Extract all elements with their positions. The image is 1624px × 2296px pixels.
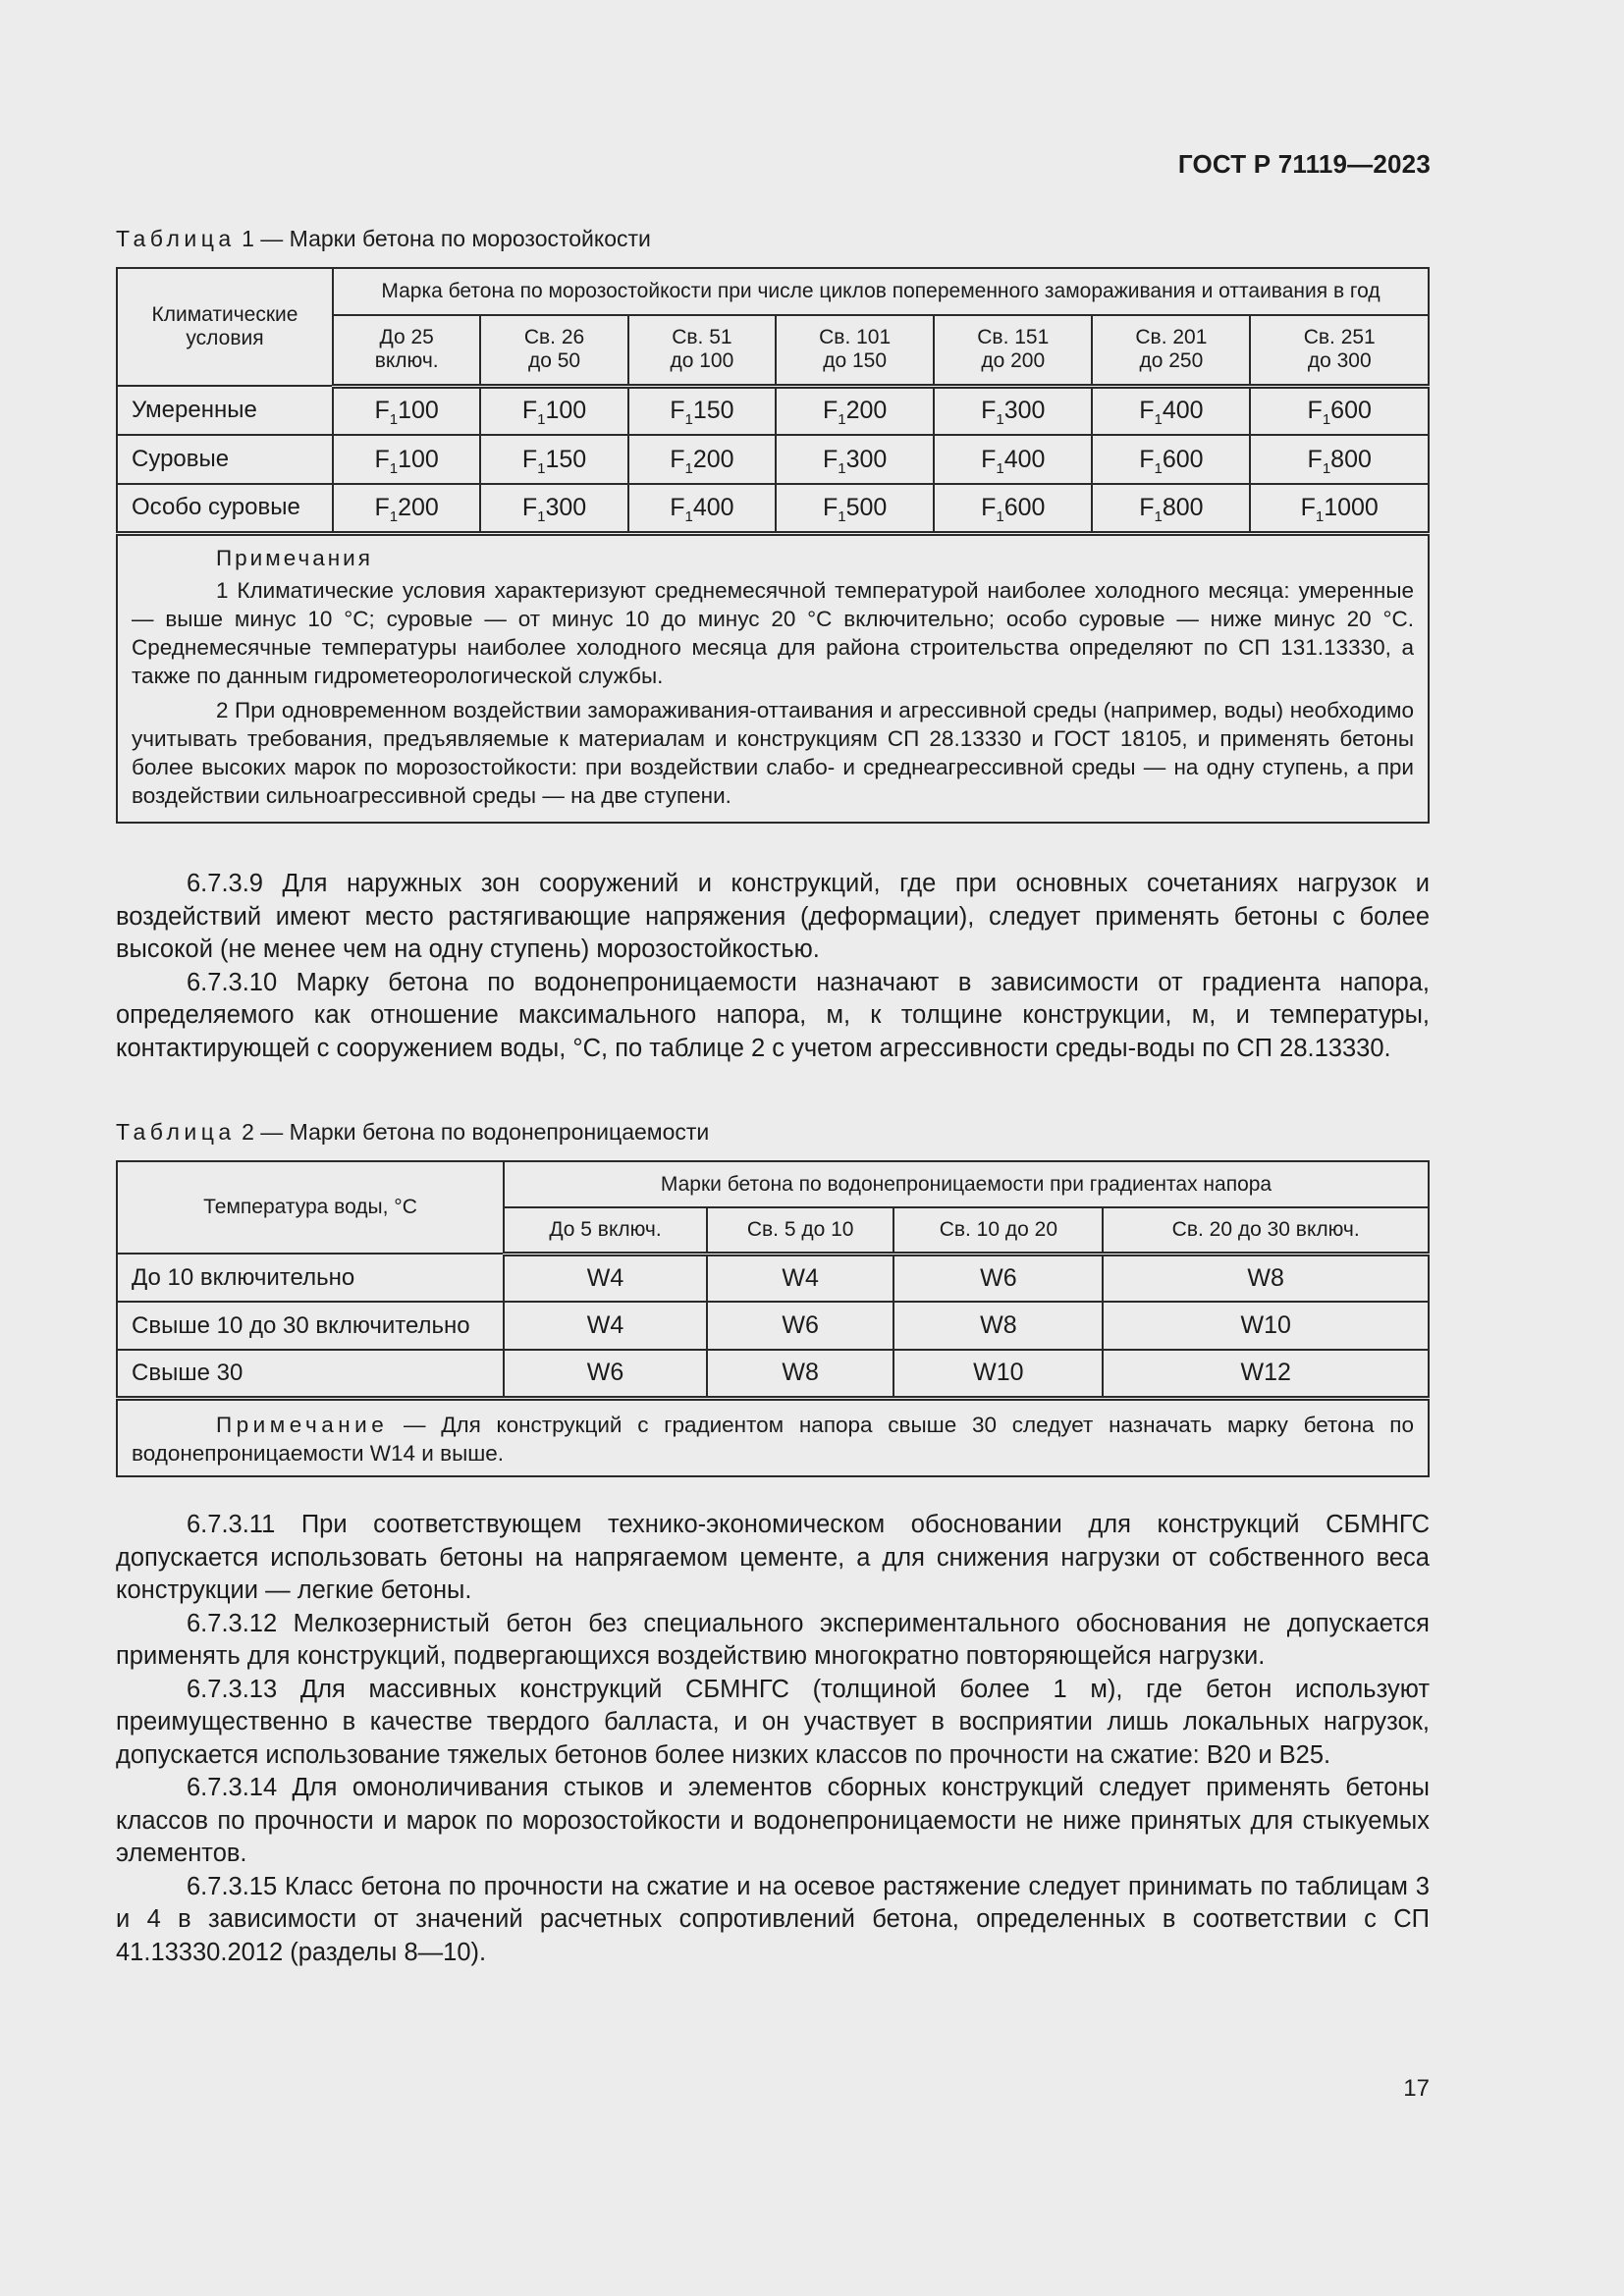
table1-col-header [776,315,934,386]
table2-note-paragraph [132,1411,1414,1468]
table1-cell [333,484,480,533]
mark-subscript: 1 [389,411,399,429]
table1-cell [776,435,934,484]
table2-cell: W4 [504,1254,707,1302]
table1-row-label: Особо суровые [117,484,333,533]
table1-cell [934,435,1092,484]
table2-group-header: Марки бетона по водонепроницаемости при градиентах напора [504,1161,1429,1207]
mark-letter: F [670,445,685,473]
mark-letter: F [521,493,538,521]
mark-letter: F [981,493,997,521]
frost-resistance-table [116,267,1430,824]
mark-letter: F [1307,397,1323,425]
col-header-line2: до 200 [981,349,1046,373]
table1-col-header [628,315,776,386]
mark-letter: F [374,397,390,425]
table1-row-label: Умеренные [117,386,333,435]
table1-row [117,435,1429,484]
mark-letter: F [374,493,390,521]
mark-value: 500 [845,493,888,521]
paragraph-6-7-3-13: 6.7.3.13 Для массивных конструкций СБМНГС (толщиной более 1 м), где бетон используют преимущественно в качестве твердого балласта, и он участвует в восприятии лишь локальных нагрузок, допускается использование тяжелых бетонов более низких классов по прочности на сжатие: В20 и В25. [116,1675,1430,1769]
table1-cell [1092,484,1250,533]
table1-cell [934,386,1092,435]
table1-cell [1250,484,1429,533]
col-header-line2: включ. [374,349,439,373]
table1-col-header [1250,315,1429,386]
table2-caption-text: 2 — Марки бетона по водонепроницаемости [235,1119,710,1145]
table2-caption [116,1119,709,1146]
mark-value: 600 [1162,445,1204,473]
mark-value: 150 [692,397,734,425]
table2-row-label: До 10 включительно [117,1254,504,1302]
mark-value: 200 [692,445,734,473]
table2-cell: W10 [893,1350,1103,1398]
table1-col-header [333,315,480,386]
table1-cell [333,435,480,484]
mark-letter: F [670,397,685,425]
mark-letter: F [1307,445,1323,473]
mark-subscript: 1 [389,459,399,477]
note-1: 1 Климатические условия характеризуют среднемесячной температурой наиболее холодного месяца: умеренные — выше минус 10 °С; суровые — от минус 10 до минус 20 °С включительно; особо суровые — ниже минус 20 °С. Среднемесячные температуры наиболее холодного месяца для района строительства определяют по СП 131.13330, а также по данным гидрометеорологической службы. [132,577,1414,688]
table1-cell [480,435,627,484]
notes-title: Примечания [216,545,373,570]
mark-subscript: 1 [537,411,546,429]
table2-col-header: Св. 5 до 10 [707,1207,893,1254]
table2-col-header: До 5 включ. [504,1207,707,1254]
table2-cell: W8 [707,1350,893,1398]
table2-note [117,1398,1429,1476]
water-resistance-table [116,1160,1430,1477]
col-header-line1: Св. 151 [977,326,1050,349]
table1-cell [1092,386,1250,435]
mark-subscript: 1 [1315,507,1325,525]
table2-row-label: Свыше 30 [117,1350,504,1398]
mark-value: 400 [692,493,734,521]
mark-value: 300 [1003,397,1046,425]
mark-value: 600 [1003,493,1046,521]
mark-letter: F [1139,493,1155,521]
table2-cell: W6 [707,1302,893,1350]
mark-value: 600 [1330,397,1372,425]
mark-letter: F [981,445,997,473]
table1-row-label: Суровые [117,435,333,484]
table1-col-header [934,315,1092,386]
table1-cell [333,386,480,435]
mark-letter: F [670,493,685,521]
table2-cell: W4 [707,1254,893,1302]
table1-cell [628,386,776,435]
table2-cell: W6 [504,1350,707,1398]
mark-letter: F [1139,397,1155,425]
table1-col-header [480,315,627,386]
col-header-line1: Св. 201 [1135,326,1208,349]
page-number: 17 [1403,2075,1430,2102]
table2-caption-label: Таблица [116,1119,236,1145]
table2-col-header: Св. 20 до 30 включ. [1103,1207,1429,1254]
paragraph-6-7-3-15: 6.7.3.15 Класс бетона по прочности на сжатие и на осевое растяжение следует принимать по таблицам 3 и 4 в зависимости от значений расчетных сопротивлений бетона, определенных в соответствии с СП 41.13330.2012 (разделы 8—10). [116,1872,1430,1966]
mark-value: 400 [1003,445,1046,473]
table1-row [117,386,1429,435]
mark-subscript: 1 [684,411,693,429]
table1-caption-text: 1 — Марки бетона по морозостойкости [235,226,651,251]
mark-letter: F [822,493,839,521]
table1-cell [776,484,934,533]
mark-value: 800 [1162,493,1204,521]
paragraph-6-7-3-12: 6.7.3.12 Мелкозернистый бетон без специального экспериментального обоснования не допускается применять для конструкций, подвергающихся воздействию многократно повторяющейся нагрузки. [116,1609,1430,1670]
mark-value: 400 [1162,397,1204,425]
mark-subscript: 1 [838,411,846,429]
table2-cell: W12 [1103,1350,1429,1398]
mark-subscript: 1 [838,459,846,477]
table1-cell [480,484,627,533]
mark-value: 100 [398,397,439,425]
mark-value: 100 [398,445,439,473]
table1-cell [1092,435,1250,484]
mark-subscript: 1 [996,459,1004,477]
mark-subscript: 1 [996,411,1004,429]
table1-caption [116,226,651,252]
mark-letter: F [981,397,997,425]
col-header-line2: до 150 [823,349,888,373]
col-header-line1: Св. 51 [672,326,732,349]
table1-row [117,484,1429,533]
mark-value: 200 [398,493,439,521]
mark-subscript: 1 [684,459,693,477]
mark-subscript: 1 [1154,411,1163,429]
table2-cell: W10 [1103,1302,1429,1350]
col-header-line1: Св. 101 [819,326,892,349]
table1-cell [628,484,776,533]
note-2: 2 При одновременном воздействии замораживания-оттаивания и агрессивной среды (например, воды) необходимо учитывать требования, предъявляемые к материалам и конструкциям СП 28.13330 и ГОСТ 18105, и применять бетоны более высоких марок по морозостойкости: при воздействии слабо- и среднеагрессивной среды — на одну ступень, а при воздействии сильноагрессивной среды — на две ступени. [132,697,1414,808]
paragraphs-block-b [116,1509,1430,1969]
mark-subscript: 1 [537,507,546,525]
table1-cell [480,386,627,435]
mark-value: 200 [845,397,888,425]
table1-notes [117,533,1429,823]
col-header-line2: до 300 [1307,349,1372,373]
mark-value: 1000 [1324,493,1379,521]
mark-value: 300 [845,445,888,473]
col-header-line2: до 100 [670,349,734,373]
mark-value: 300 [545,493,587,521]
table1-group-header: Марка бетона по морозостойкости при числе циклов попеременного замораживания и оттаивания в год [333,268,1429,315]
mark-subscript: 1 [1322,411,1331,429]
col-header-line1: Св. 26 [523,326,585,349]
mark-subscript: 1 [996,507,1004,525]
document-id: ГОСТ Р 71119—2023 [1177,149,1431,179]
mark-letter: F [1300,493,1316,521]
mark-subscript: 1 [838,507,846,525]
mark-subscript: 1 [1154,507,1163,525]
mark-subscript: 1 [1154,459,1163,477]
table1-col0-header: Климатические условия [117,268,333,386]
mark-letter: F [521,445,538,473]
mark-letter: F [822,397,839,425]
mark-letter: F [822,445,839,473]
mark-subscript: 1 [389,507,399,525]
table1-cell [1250,435,1429,484]
table1-cell [776,386,934,435]
table1-cell [1250,386,1429,435]
mark-subscript: 1 [684,507,693,525]
table2-cell: W8 [893,1302,1103,1350]
paragraphs-block-a [116,868,1430,1065]
table2-cell: W4 [504,1302,707,1350]
table1-cell [628,435,776,484]
mark-subscript: 1 [537,459,546,477]
table1-col-header [1092,315,1250,386]
paragraph-6-7-3-10: 6.7.3.10 Марку бетона по водонепроницаемости назначают в зависимости от градиента напора, определяемого как отношение максимального напора, м, к толщине конструкции, м, и температуры, контактирующей с сооружением воды, °С, по таблице 2 с учетом агрессивности среды-воды по СП 28.13330. [116,968,1430,1062]
mark-value: 100 [545,397,587,425]
mark-letter: F [521,397,538,425]
paragraph-6-7-3-14: 6.7.3.14 Для омоноличивания стыков и элементов сборных конструкций следует применять бетоны классов по прочности и марок по морозостойкости и водонепроницаемости не ниже принятых для стыкуемых элементов. [116,1774,1430,1867]
paragraph-6-7-3-11: 6.7.3.11 При соответствующем технико-экономическом обосновании для конструкций СБМНГС допускается использовать бетоны на напрягаемом цементе, а для снижения нагрузки от собственного веса конструкции — легкие бетоны. [116,1511,1430,1604]
table1-caption-label: Таблица [116,226,236,251]
mark-letter: F [1139,445,1155,473]
mark-value: 800 [1330,445,1372,473]
col-header-line2: до 250 [1139,349,1204,373]
col-header-line1: Св. 251 [1303,326,1376,349]
table2-cell: W6 [893,1254,1103,1302]
mark-subscript: 1 [1322,459,1331,477]
col-header-line1: До 25 [379,326,434,349]
table2-cell: W8 [1103,1254,1429,1302]
table2-col0-header: Температура воды, °С [117,1161,504,1254]
table1-cell [934,484,1092,533]
table2-col-header: Св. 10 до 20 [893,1207,1103,1254]
table2-row-label: Свыше 10 до 30 включительно [117,1302,504,1350]
mark-value: 150 [545,445,587,473]
table2-note-label: Примечание [216,1412,389,1437]
mark-letter: F [374,445,390,473]
table2-note-text: — Для конструкций с градиентом напора свыше 30 следует назначать марку бетона по водонепроницаемости W14 и выше. [132,1412,1414,1466]
col-header-line2: до 50 [527,349,581,373]
paragraph-6-7-3-9: 6.7.3.9 Для наружных зон сооружений и конструкций, где при основных сочетаниях нагрузок и воздействий имеют место растягивающие напряжения (деформации), следует применять бетоны с более высокой (не менее чем на одну ступень) морозостойкостью. [116,870,1430,963]
